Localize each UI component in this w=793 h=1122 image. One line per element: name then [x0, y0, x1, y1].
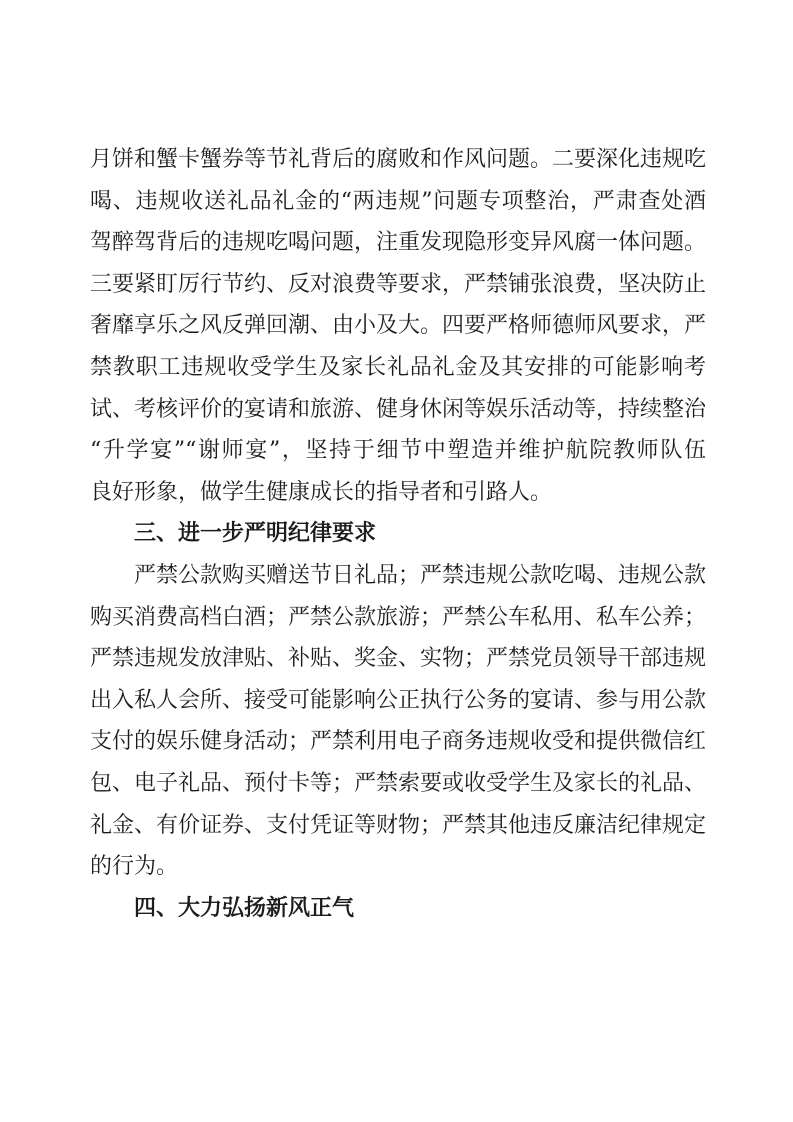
body-line: 禁教职工违规收受学生及家长礼品礼金及其安排的可能影响考 [90, 354, 706, 380]
body-line: 良好形象，做学生健康成长的指导者和引路人。 [90, 479, 553, 505]
section-heading-four: 四、大力弘扬新风正气 [134, 895, 355, 921]
body-line: 喝、违规收送礼品礼金的“两违规”问题专项整治，严肃查处酒 [90, 188, 706, 214]
body-line: 礼金、有价证券、支付凭证等财物；严禁其他违反廉洁纪律规定 [90, 812, 707, 838]
section-heading-three: 三、进一步严明纪律要求 [134, 521, 377, 547]
body-line: 的行为。 [90, 854, 179, 880]
document-body [90, 139, 706, 929]
body-line: 出入私人会所、接受可能影响公正执行公务的宴请、参与用公款 [90, 687, 707, 713]
body-line: 购买消费高档白酒；严禁公款旅游；严禁公车私用、私车公养； [90, 604, 707, 630]
body-line: “升学宴”“谢师宴”，坚持于细节中塑造并维护航院教师队伍 [90, 438, 706, 464]
body-line: 包、电子礼品、预付卡等；严禁索要或收受学生及家长的礼品、 [90, 770, 707, 796]
body-line: 月饼和蟹卡蟹券等节礼背后的腐败和作风问题。二要深化违规吃 [90, 147, 707, 172]
body-line: 奢靡享乐之风反弹回潮、由小及大。四要严格师德师风要求，严 [90, 313, 707, 339]
body-line: 试、考核评价的宴请和旅游、健身休闲等娱乐活动等，持续整治 [90, 396, 707, 422]
body-line: 严禁违规发放津贴、补贴、奖金、实物；严禁党员领导干部违规 [90, 646, 707, 672]
body-line: 三要紧盯厉行节约、反对浪费等要求，严禁铺张浪费，坚决防止 [90, 271, 707, 297]
body-line: 支付的娱乐健身活动；严禁利用电子商务违规收受和提供微信红 [90, 729, 707, 755]
body-line: 驾醉驾背后的违规吃喝问题，注重发现隐形变异风腐一体问题。 [90, 230, 707, 256]
body-line: 严禁公款购买赠送节日礼品；严禁违规公款吃喝、违规公款 [134, 562, 707, 588]
